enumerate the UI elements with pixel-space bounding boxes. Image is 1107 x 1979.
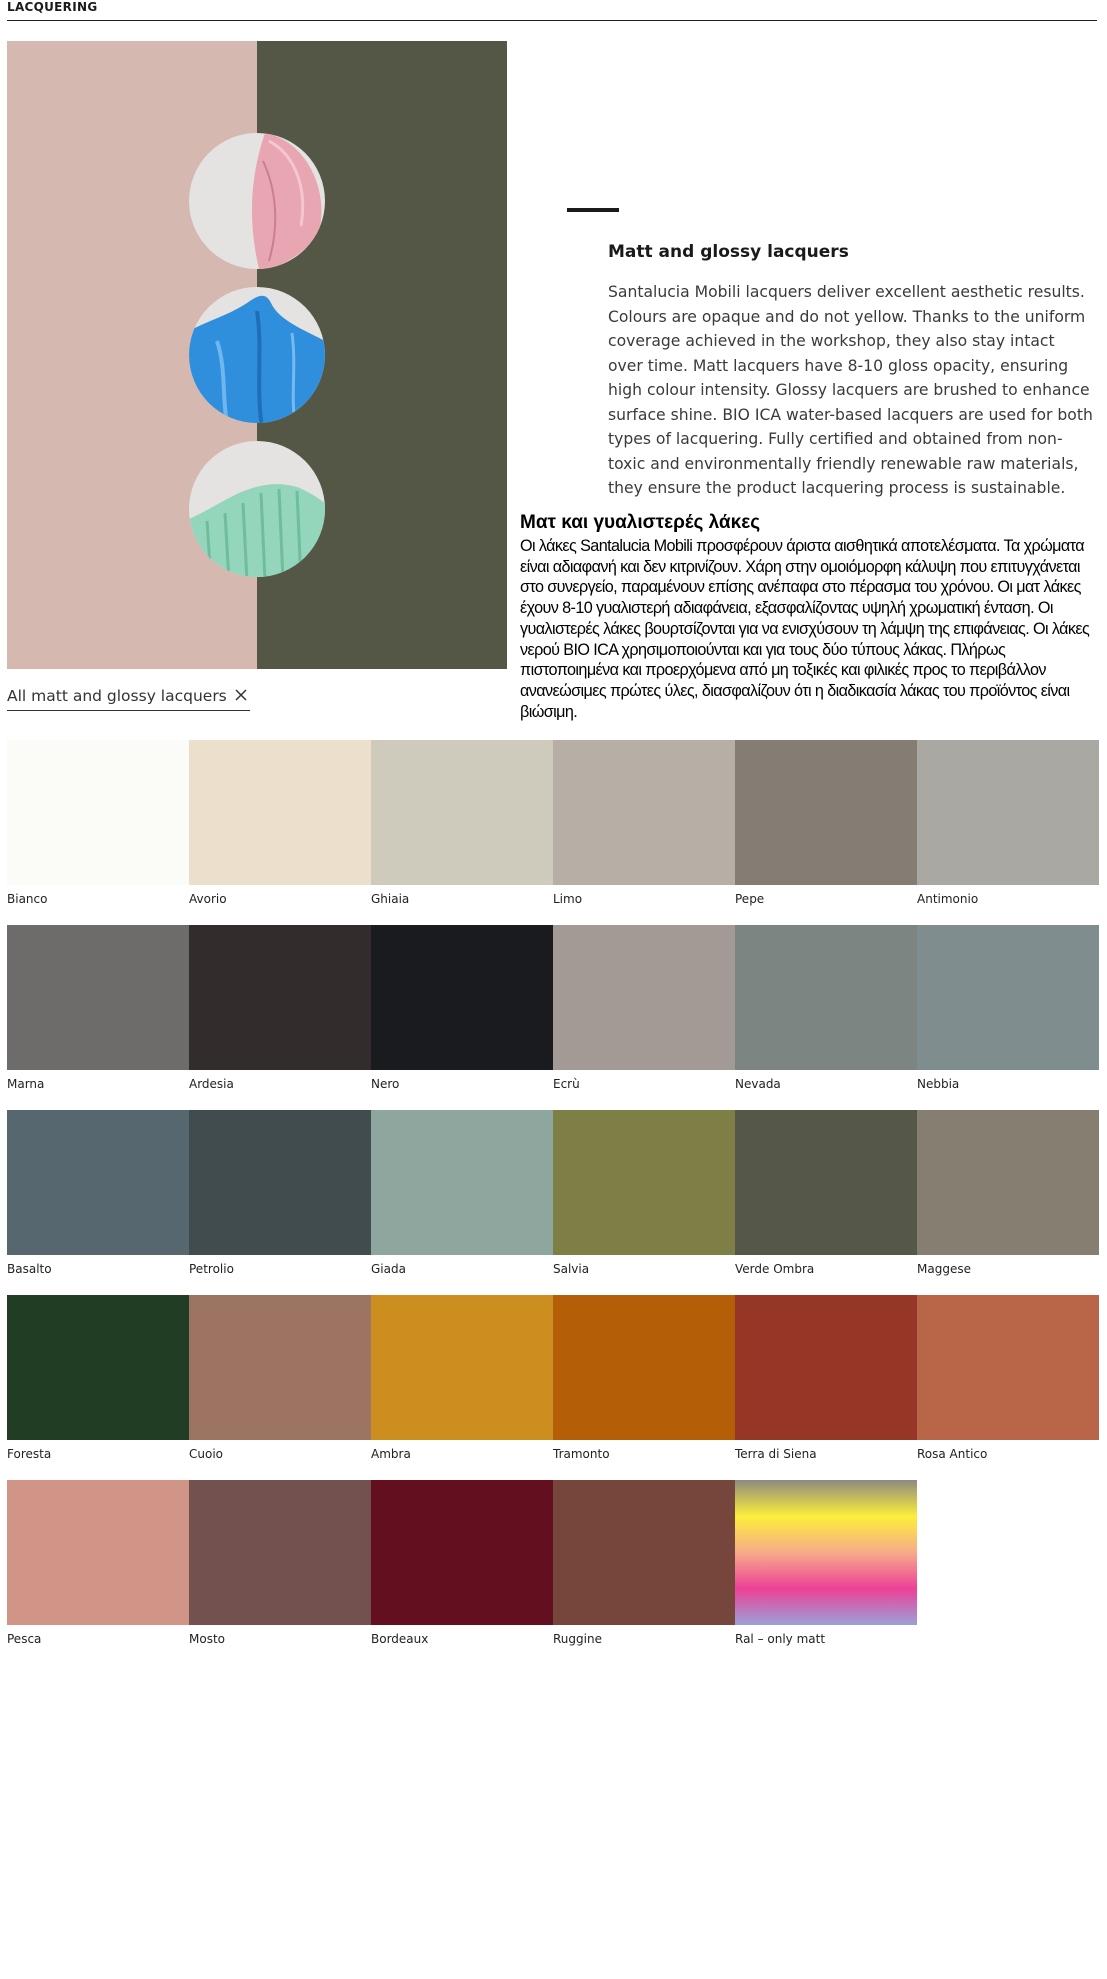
color-swatch[interactable] <box>371 925 553 1095</box>
color-swatch[interactable] <box>371 1295 553 1465</box>
swatch-label: Basalto <box>7 1262 52 1276</box>
greek-description: Οι λάκες Santalucia Mobili προσφέρουν άριστα αισθητικά αποτελέσματα. Τα χρώματα είναι αδιαφανή και δεν κιτρινίζουν. Χάρη στην ομοιόμορφη κάλυψη που επιτυγχάνεται στο συνεργείο, παραμένουν επίσης ανέπαφα στο πέρασμα του χρόνου. Οι ματ λάκες έχουν 8-10 γυαλιστερή αδιαφάνεια, εξασφαλίζοντας υψηλή χρωματική ένταση. Οι γυαλιστερές λάκες βουρτσίζονται για να ενισχύσουν τη λάμψη της επιφάνειας. Οι λάκες νερού BIO ICA χρησιμοποιούνται και για τους δύο τύπους λάκας. Πλήρως πιστοποιημένα και προερχόμενα από μη τοξικές και φιλικές προς το περιβάλλον ανανεώσιμες πρώτες ύλες, διασφαλίζουν ότι η διαδικασία λάκας του προϊόντος είναι βιώσιμη. <box>520 537 1090 721</box>
swatch-color-chip[interactable] <box>189 925 371 1070</box>
color-swatch[interactable] <box>735 1480 917 1650</box>
color-swatch[interactable] <box>371 1110 553 1280</box>
color-swatch[interactable] <box>189 740 371 910</box>
swatch-label: Maggese <box>917 1262 971 1276</box>
swatch-color-chip[interactable] <box>371 1295 553 1440</box>
color-swatch[interactable] <box>7 1295 189 1465</box>
swatch-color-chip[interactable] <box>7 1110 189 1255</box>
color-swatch[interactable] <box>7 740 189 910</box>
swatch-color-chip[interactable] <box>7 1295 189 1440</box>
swatch-color-chip[interactable] <box>735 1480 917 1625</box>
color-swatch[interactable] <box>189 1110 371 1280</box>
swatch-color-chip[interactable] <box>553 740 735 885</box>
swatch-label: Mosto <box>189 1632 225 1646</box>
filter-label: All matt and glossy lacquers <box>7 687 227 705</box>
greek-heading: Ματ και γυαλιστερές λάκες <box>520 512 761 533</box>
swatch-color-chip[interactable] <box>735 1110 917 1255</box>
swatch-label: Rosa Antico <box>917 1447 988 1461</box>
color-swatch[interactable] <box>735 1110 917 1280</box>
swatch-label: Nevada <box>735 1077 781 1091</box>
swatch-color-chip[interactable] <box>917 1110 1099 1255</box>
english-heading: Matt and glossy lacquers <box>608 242 849 262</box>
color-swatch[interactable] <box>7 1480 189 1650</box>
color-swatch[interactable] <box>553 925 735 1095</box>
swatch-label: Bordeaux <box>371 1632 429 1646</box>
color-swatch[interactable] <box>7 1110 189 1280</box>
close-icon[interactable] <box>232 686 250 704</box>
color-swatch[interactable] <box>735 1295 917 1465</box>
swatch-color-chip[interactable] <box>917 740 1099 885</box>
color-swatch[interactable] <box>553 1295 735 1465</box>
swatch-label: Ambra <box>371 1447 411 1461</box>
color-swatch[interactable] <box>371 1480 553 1650</box>
swatch-label: Nero <box>371 1077 400 1091</box>
hero-image <box>7 41 507 669</box>
color-swatch[interactable] <box>735 925 917 1095</box>
color-swatch[interactable] <box>917 1295 1099 1465</box>
lacquer-samples-illustration <box>7 41 507 669</box>
swatch-color-chip[interactable] <box>917 925 1099 1070</box>
swatch-color-chip[interactable] <box>189 1295 371 1440</box>
swatch-label: Pepe <box>735 892 765 906</box>
swatch-label: Cuoio <box>189 1447 224 1461</box>
swatch-color-chip[interactable] <box>371 740 553 885</box>
swatch-label: Ruggine <box>553 1632 602 1646</box>
color-swatch[interactable] <box>189 1480 371 1650</box>
swatch-label: Salvia <box>553 1262 590 1276</box>
swatch-color-chip[interactable] <box>371 925 553 1070</box>
swatch-color-chip[interactable] <box>189 740 371 885</box>
color-swatch[interactable] <box>553 1110 735 1280</box>
swatch-label: Ral – only matt <box>735 1632 826 1646</box>
color-swatch[interactable] <box>917 1110 1099 1280</box>
swatch-label: Petrolio <box>189 1262 234 1276</box>
accent-bar <box>567 208 619 212</box>
color-swatch[interactable] <box>735 740 917 910</box>
swatch-label: Limo <box>553 892 583 906</box>
color-swatch[interactable] <box>553 1480 735 1650</box>
swatch-color-chip[interactable] <box>7 1480 189 1625</box>
swatch-label: Giada <box>371 1262 406 1276</box>
color-swatch[interactable] <box>917 740 1099 910</box>
swatch-label: Bianco <box>7 892 48 906</box>
swatch-color-chip[interactable] <box>553 925 735 1070</box>
swatch-label: Tramonto <box>553 1447 610 1461</box>
swatch-label: Marna <box>7 1077 45 1091</box>
swatch-label: Ardesia <box>189 1077 234 1091</box>
color-swatch[interactable] <box>7 925 189 1095</box>
swatch-label: Pesca <box>7 1632 42 1646</box>
swatch-label: Nebbia <box>917 1077 960 1091</box>
color-swatch[interactable] <box>917 925 1099 1095</box>
swatch-color-chip[interactable] <box>371 1480 553 1625</box>
swatch-label: Antimonio <box>917 892 979 906</box>
color-swatch[interactable] <box>189 925 371 1095</box>
swatch-color-chip[interactable] <box>371 1110 553 1255</box>
swatch-label: Foresta <box>7 1447 52 1461</box>
swatch-color-chip[interactable] <box>7 740 189 885</box>
swatch-label: Ecrù <box>553 1077 580 1091</box>
swatch-label: Verde Ombra <box>735 1262 815 1276</box>
swatch-color-chip[interactable] <box>553 1110 735 1255</box>
color-swatch[interactable] <box>371 740 553 910</box>
swatch-color-chip[interactable] <box>735 740 917 885</box>
swatch-color-chip[interactable] <box>7 925 189 1070</box>
section-title: LACQUERING <box>7 0 98 14</box>
color-swatch[interactable] <box>189 1295 371 1465</box>
swatch-label: Avorio <box>189 892 227 906</box>
swatch-label: Terra di Siena <box>735 1447 817 1461</box>
swatch-color-chip[interactable] <box>553 1295 735 1440</box>
swatch-color-chip[interactable] <box>735 1295 917 1440</box>
swatch-color-chip[interactable] <box>189 1480 371 1625</box>
lacquer-filter-chip[interactable] <box>7 683 250 711</box>
swatch-color-chip[interactable] <box>917 1295 1099 1440</box>
english-description: Santalucia Mobili lacquers deliver excellent aesthetic results. Colours are opaque and do not yellow. Thanks to the uniform coverage achieved in the workshop, they also stay intact over time. Matt lacquers have 8-10 gloss opacity, ensuring high colour intensity. Glossy lacquers are brushed to enhance surface shine. BIO ICA water-based lacquers are used for both types of lacquering. Fully certified and obtained from non-toxic and environmentally friendly renewable raw materials, they ensure the product lacquering process is sustainable. <box>608 283 1093 497</box>
section-header <box>7 0 1097 21</box>
color-swatch[interactable] <box>553 740 735 910</box>
swatch-color-chip[interactable] <box>735 925 917 1070</box>
swatch-color-chip[interactable] <box>553 1480 735 1625</box>
swatch-label: Ghiaia <box>371 892 410 906</box>
swatch-color-chip[interactable] <box>189 1110 371 1255</box>
